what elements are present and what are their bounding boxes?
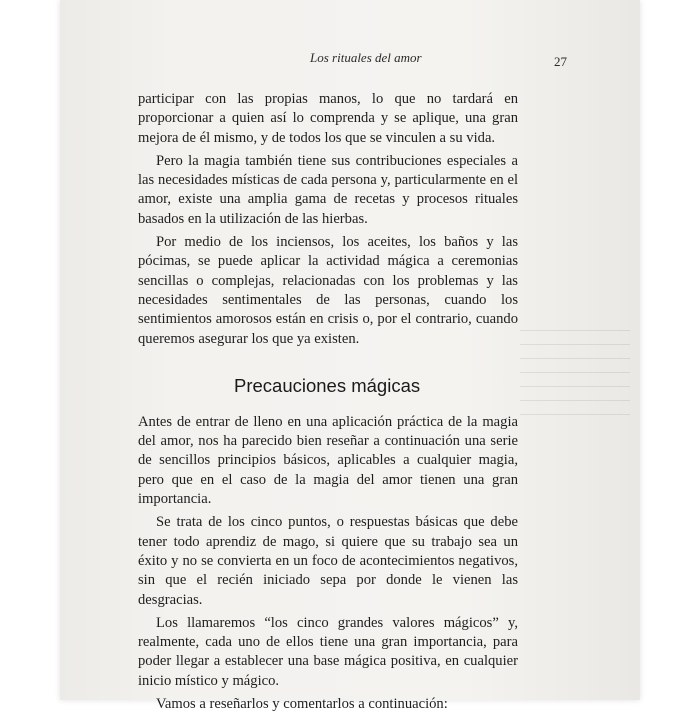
paragraph: Por medio de los inciensos, los aceites, los baños y las pócimas, se puede aplicar la actividad mágica a ceremonias sencillas o complejas, relacionadas con los problemas y las necesidades sentimentales de las personas, cuando los sentimientos amorosos están en crisis o, por el contrario, cuando queremos asegurar los que ya existen. [138, 234, 518, 347]
paragraph: Antes de entrar de lleno en una aplicación práctica de la magia del amor, nos ha parecido bien reseñar a continuación una serie de sencillos principios básicos, aplicables a cualquier magia, pero que en el caso de la magia del amor tienen una gran importancia. [138, 413, 518, 508]
page-number: 27 [554, 54, 567, 69]
paragraph: Se trata de los cinco puntos, o respuestas básicas que debe tener todo aprendiz de mago, si quiere que su trabajo sea un éxito y no se convierta en un foco de acontecimientos negativos, sin que el recién iniciado sepa por donde le vienen las desgracias. [138, 514, 518, 608]
paragraph: Los llamaremos “los cinco grandes valores mágicos” y, realmente, cada uno de ellos tiene una gran importancia, para poder llegar a establecer una base mágica positiva, en cualquier inicio místico y mágico. [138, 614, 518, 689]
page-header [60, 46, 640, 70]
show-through-texture [520, 330, 630, 420]
running-head: Los rituales del amor [310, 50, 422, 65]
section-heading: Precauciones mágicas [234, 374, 421, 396]
page-body [138, 90, 518, 718]
paragraph: Vamos a reseñarlos y comentarlos a continuación: [156, 696, 448, 713]
paragraph: participar con las propias manos, lo que no tardará en proporcionar a quien así lo comprenda y se aplique, una gran mejora de él mismo, y de todos los que se vinculen a su vida. [138, 91, 518, 146]
paragraph: Pero la magia también tiene sus contribuciones especiales a las necesidades místicas de cada persona y, particularmente en el amor, existe una amplia gama de recetas y procesos rituales basados en la utilización de las hierbas. [138, 152, 518, 227]
